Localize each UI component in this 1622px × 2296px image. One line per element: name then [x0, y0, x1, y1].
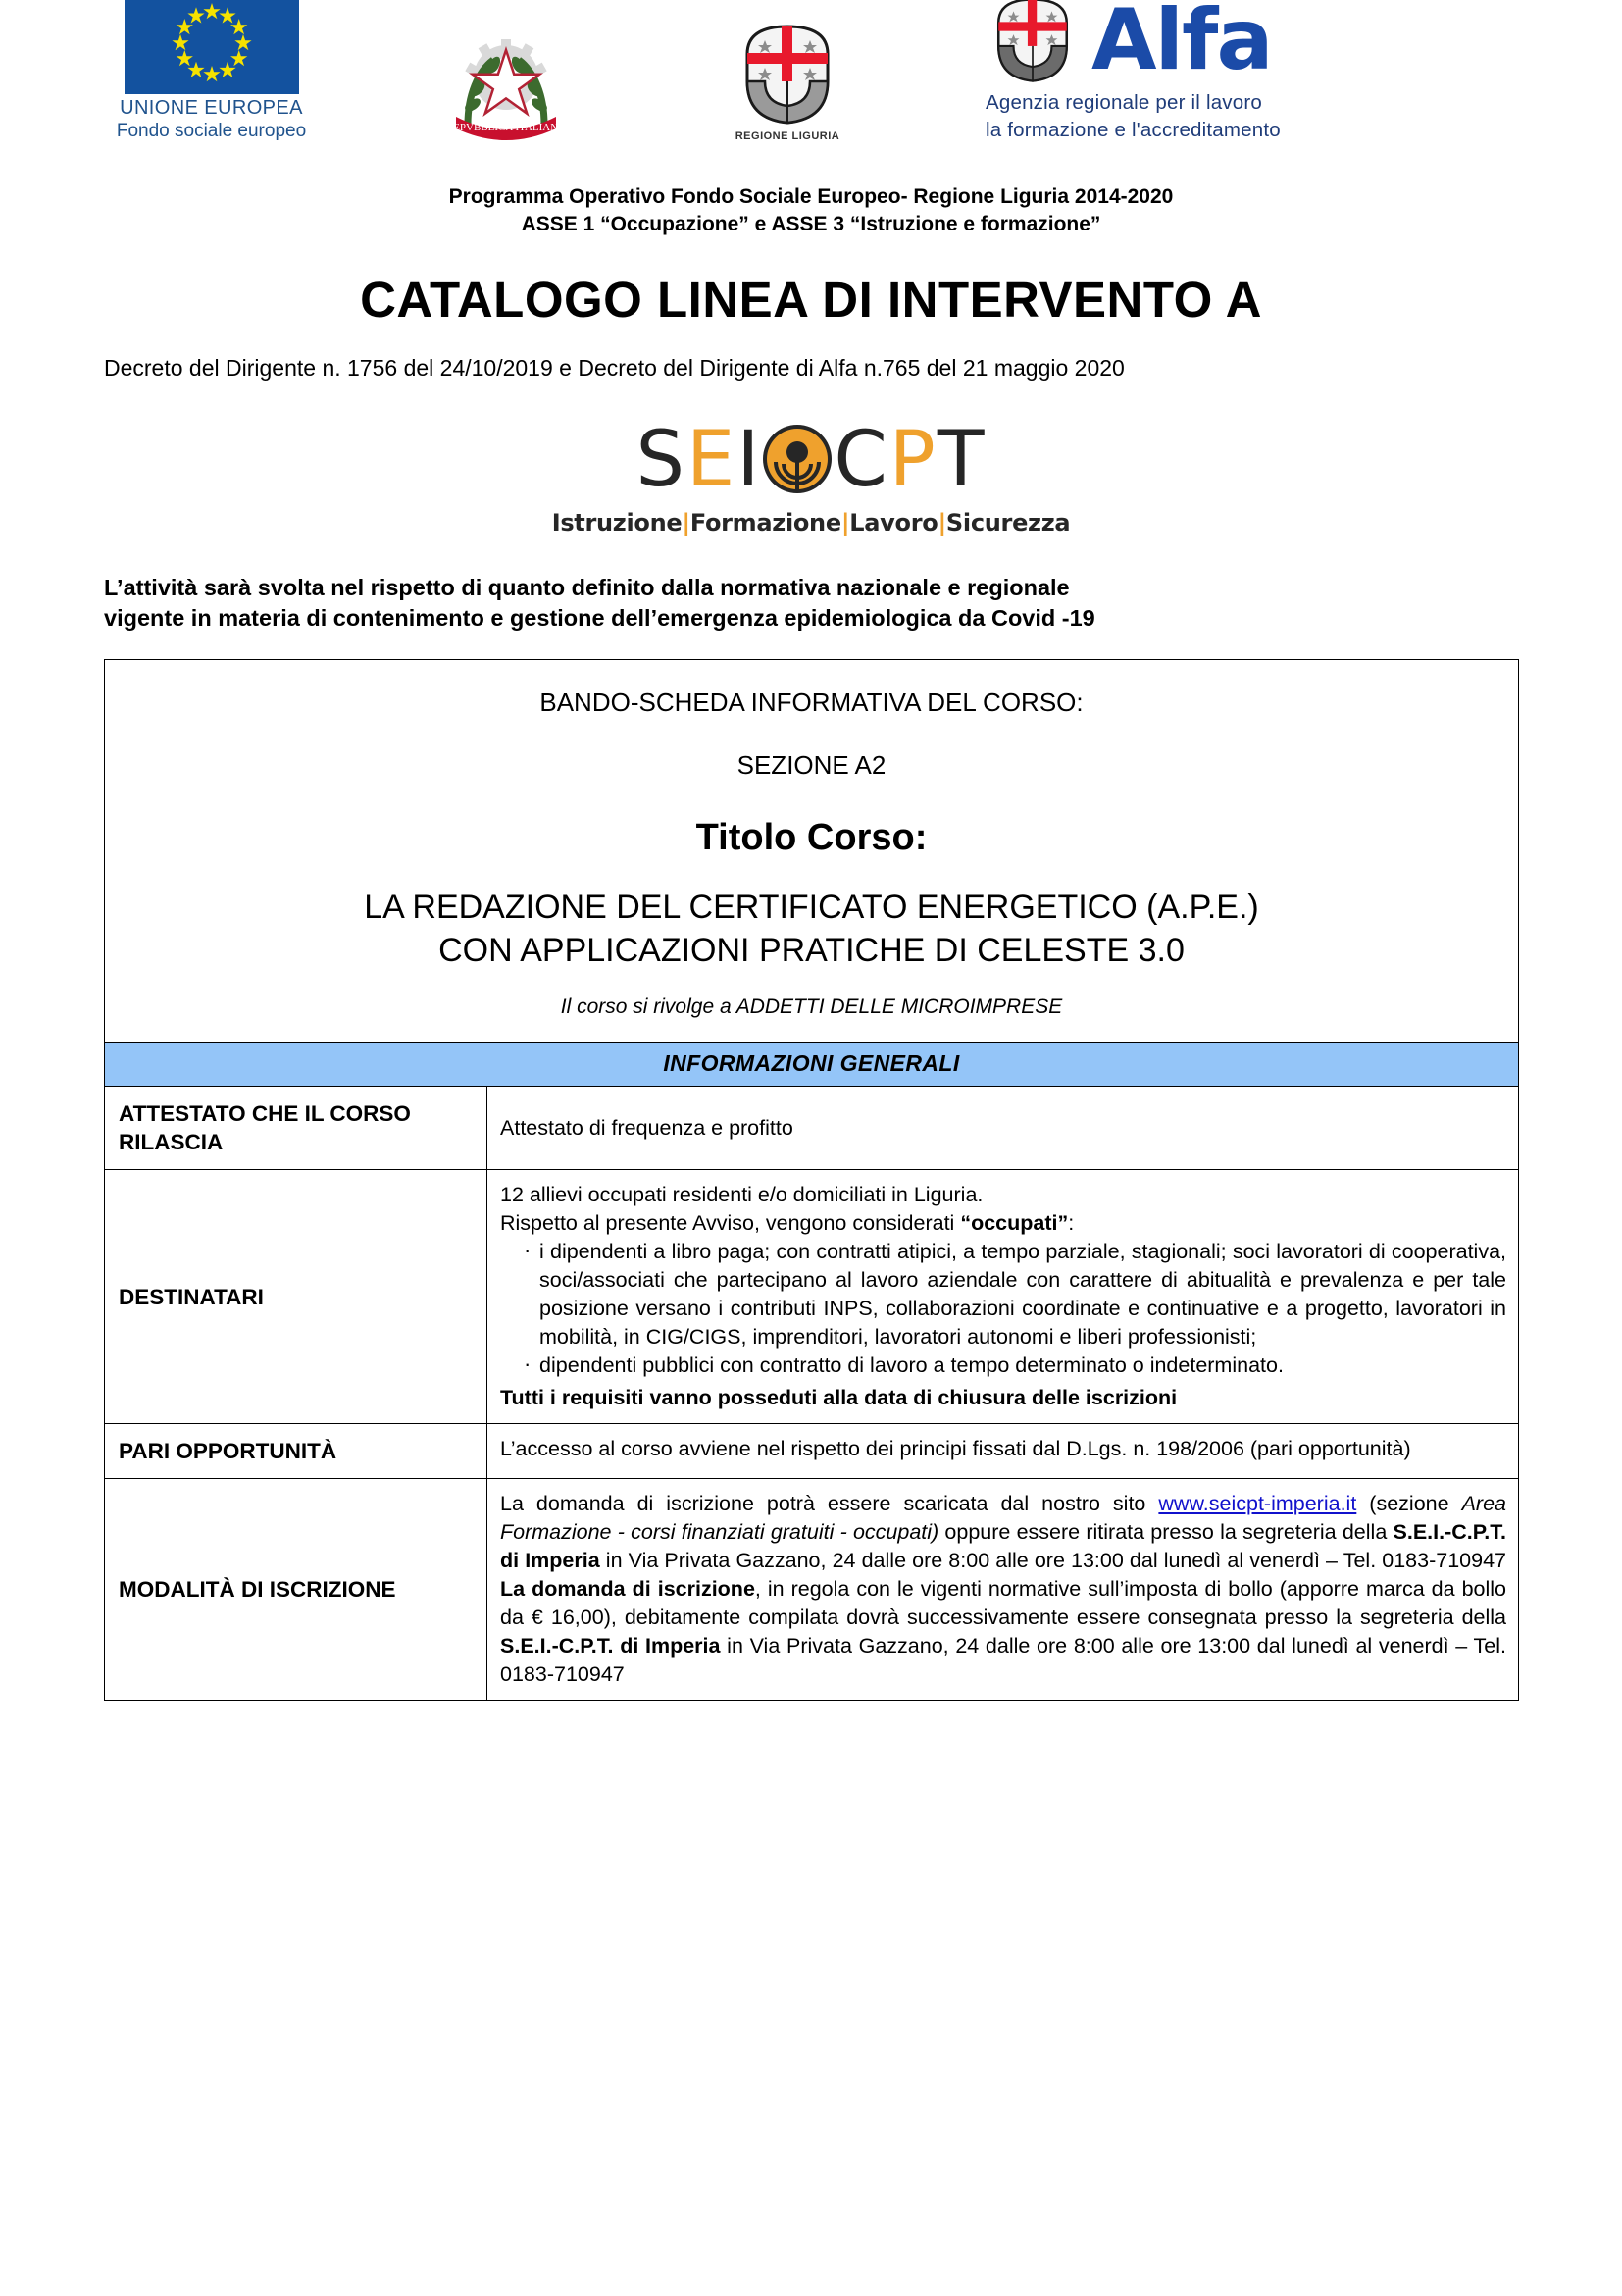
seicpt-target-icon: [761, 423, 834, 508]
seicpt-tag-sicurezza: Sicurezza: [945, 509, 1071, 536]
destinatari-label: DESTINATARI: [105, 1170, 487, 1424]
seicpt-tagline: [0, 510, 1622, 536]
programma-line-1: Programma Operativo Fondo Sociale Europeo- Regione Liguria 2014-2020: [448, 185, 1174, 208]
alfa-wordmark: Alfa: [1091, 0, 1272, 89]
covid-notice-line1: L’attività sarà svolta nel rispetto di quanto definito dalla normativa nazionale e regionale: [104, 575, 1070, 600]
regione-liguria-shield-icon: [730, 21, 845, 128]
seicpt-letter-s: S: [635, 416, 687, 504]
eu-caption-line2: Fondo sociale europeo: [116, 121, 307, 141]
seicpt-letters: [635, 416, 987, 508]
seicpt-letter-t: T: [937, 416, 987, 504]
seicpt-letter-c: C: [834, 416, 889, 504]
pari-opportunita-label: PARI OPPORTUNITÀ: [105, 1424, 487, 1479]
table-row-destinatari: [105, 1170, 1519, 1424]
destinatari-bullet-1: · i dipendenti a libro paga; con contratti atipici, a tempo parziale, stagionali; soci lavoratori di cooperativa, soci/associati che partecipano al lavoro aziendale con carattere di abitualità e prevalenza e per tale posizione versano i contributi INPS, collaborazioni coordinate e continuative e a progetto, lavoratori in mobilità, in CIG/CIGS, imprenditori, lavoratori autonomi e liberi professionisti;: [526, 1238, 1506, 1352]
seicpt-imperia-link[interactable]: www.seicpt-imperia.it: [1158, 1492, 1357, 1515]
attestato-value: Attestato di frequenza e profitto: [487, 1087, 1519, 1170]
modalita-iscrizione-label: MODALITÀ DI ISCRIZIONE: [105, 1479, 487, 1701]
modalita-s2-open: (sezione: [1356, 1492, 1462, 1515]
liguria-caption: REGIONE LIGURIA: [735, 130, 840, 142]
seicpt-tag-formazione: Formazione: [689, 509, 841, 536]
seicpt-letter-i: I: [736, 416, 762, 504]
alfa-subtitle-line2: la formazione e l'accreditamento: [986, 119, 1281, 141]
destinatari-p2-post: :: [1068, 1211, 1075, 1235]
destinatari-paragraph-2: [500, 1209, 1506, 1238]
modalita-iscrizione-value: [487, 1479, 1519, 1701]
decreto-line: Decreto del Dirigente n. 1756 del 24/10/2019 e Decreto del Dirigente di Alfa n.765 del 21 maggio 2020: [104, 355, 1125, 381]
modalita-s4-bold: S.E.I.-C.P.T. di Imperia: [500, 1520, 1506, 1572]
modalita-s8-bold: S.E.I.-C.P.T. di Imperia: [500, 1634, 721, 1658]
course-title-line2: CON APPLICAZIONI PRATICHE DI CELESTE 3.0: [438, 932, 1185, 969]
destinatari-bullet-list: [500, 1238, 1506, 1380]
destinatari-closing: Tutti i requisiti vanno posseduti alla data di chiusura delle iscrizioni: [500, 1386, 1178, 1409]
destinatari-paragraph-1: 12 allievi occupati residenti e/o domiciliati in Liguria.: [500, 1183, 984, 1206]
seicpt-letter-p: P: [888, 416, 938, 504]
sezione-line: SEZIONE A2: [736, 750, 887, 780]
european-union-flag-icon: [125, 0, 299, 94]
table-row-pari-opportunita: [105, 1424, 1519, 1479]
destinatari-p2-bold: “occupati”: [960, 1211, 1069, 1235]
modalita-s1: La domanda di iscrizione potrà essere scaricata dal nostro sito: [500, 1492, 1159, 1515]
eu-stars-icon: [125, 0, 299, 94]
programma-line-2: ASSE 1 “Occupazione” e ASSE 3 “Istruzione e formazione”: [521, 213, 1101, 235]
destinatari-p2-pre: Rispetto al presente Avviso, vengono considerati: [500, 1211, 961, 1235]
course-header-cell: [105, 660, 1519, 1043]
modalita-s5: in Via Privata Gazzano, 24 dalle ore 8:00 alle ore 13:00 dal lunedì al venerdì – Tel. 0183-710947: [599, 1549, 1507, 1572]
audience-prefix: Il corso si rivolge a: [560, 995, 736, 1018]
covid-notice-line2: vigente in materia di contenimento e gestione dell’emergenza epidemiologica da Covid -19: [104, 605, 1095, 631]
pari-opportunita-value: L’accesso al corso avviene nel rispetto dei principi fissati dal D.Lgs. n. 198/2006 (pari opportunità): [487, 1424, 1519, 1479]
italy-logo: [425, 26, 586, 142]
page-title: CATALOGO LINEA DI INTERVENTO A: [360, 272, 1262, 328]
bando-line: BANDO-SCHEDA INFORMATIVA DEL CORSO:: [539, 688, 1084, 717]
informazioni-generali-banner: INFORMAZIONI GENERALI: [105, 1043, 1519, 1087]
seicpt-tag-lavoro: Lavoro: [849, 509, 938, 536]
modalita-s7: , in regola con le vigenti normative sull’imposta di bollo (apporre marca da bollo da € 16,00), debitamente compilata dovrà successivamente essere consegnata presso la segreteria della: [500, 1577, 1506, 1629]
logo-header-strip: [0, 0, 1622, 142]
svg-text:REPVBBLICA ITALIANA: REPVBBLICA ITALIANA: [447, 122, 564, 133]
alfa-logo: [984, 0, 1445, 142]
table-row-card-header: [105, 660, 1519, 1043]
seicpt-tag-sep-2: |: [840, 509, 850, 536]
covid-notice: [104, 573, 1518, 634]
modalita-s6-bold: La domanda di iscrizione: [500, 1577, 755, 1601]
seicpt-logo: [0, 416, 1622, 536]
seicpt-tag-istruzione: Istruzione: [551, 509, 683, 536]
seicpt-tag-sep-1: |: [682, 509, 690, 536]
seicpt-tag-sep-3: |: [938, 509, 946, 536]
seicpt-letter-e: E: [686, 416, 737, 504]
course-audience: [115, 994, 1508, 1020]
eu-caption-line1: UNIONE EUROPEA: [120, 97, 303, 119]
eu-logo: [106, 0, 317, 142]
modalita-s2-italic: Area Formazione - corsi finanziati gratuiti - occupati): [500, 1492, 1506, 1544]
course-info-table: [104, 659, 1519, 1701]
repubblica-italiana-emblem-icon: [448, 26, 564, 142]
table-row-modalita-iscrizione: [105, 1479, 1519, 1701]
destinatari-value: [487, 1170, 1519, 1424]
attestato-label: ATTESTATO CHE IL CORSO RILASCIA: [105, 1087, 487, 1170]
table-row-attestato: [105, 1087, 1519, 1170]
modalita-s3: oppure essere ritirata presso la segreteria della: [938, 1520, 1394, 1544]
table-row-banner: [105, 1043, 1519, 1087]
alfa-subtitle-line1: Agenzia regionale per il lavoro: [986, 91, 1262, 114]
alfa-shield-icon: [984, 0, 1082, 87]
modalita-s9: in Via Privata Gazzano, 24 dalle ore 8:00 alle ore 13:00 dal lunedì al venerdì – Tel. 0183-710947: [500, 1634, 1506, 1686]
titolo-corso-label: Titolo Corso:: [695, 817, 928, 858]
audience-target: ADDETTI DELLE MICROIMPRESE: [735, 995, 1063, 1018]
course-title-line1: LA REDAZIONE DEL CERTIFICATO ENERGETICO (A.P.E.): [364, 889, 1259, 926]
liguria-logo: [704, 21, 871, 142]
destinatari-bullet-2: · dipendenti pubblici con contratto di lavoro a tempo determinato o indeterminato.: [526, 1352, 1506, 1380]
